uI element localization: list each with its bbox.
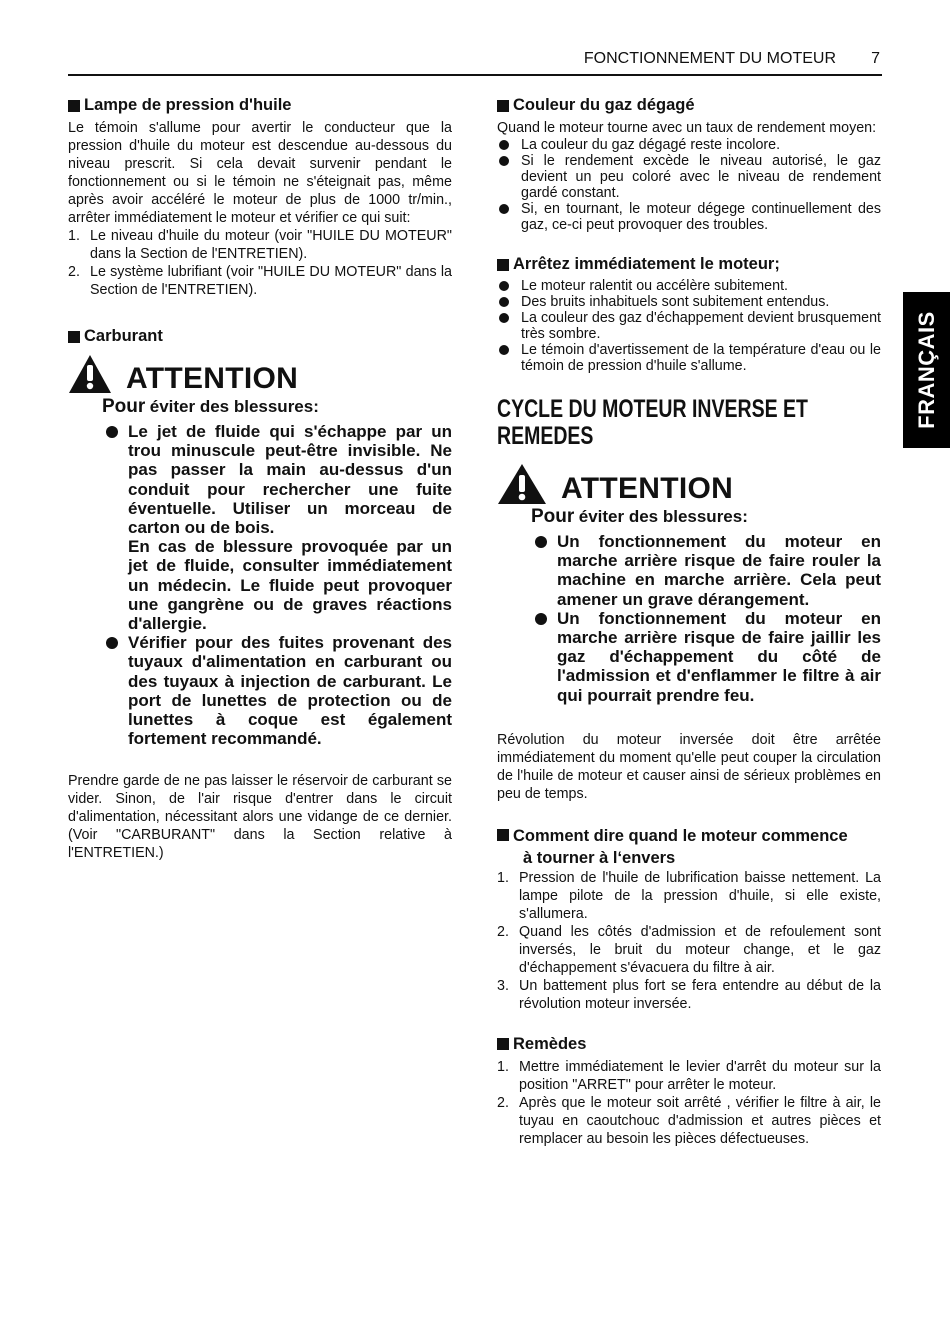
- language-tab-label: FRANÇAIS: [913, 311, 939, 429]
- attention-list: [531, 532, 881, 705]
- list-item: La couleur des gaz d'échappement devient brusquement très sombre.: [497, 310, 881, 342]
- list-item: Un fonctionnement du moteur en marche arrière risque de faire jaillir les gaz d'échappement du côté de l'admission et d'enflammer le filtre à air qui pourrait prendre feu.: [531, 609, 881, 705]
- square-bullet-icon: [497, 1038, 509, 1050]
- bullet-icon: [535, 536, 547, 548]
- couleur-list: [497, 137, 881, 233]
- bullet-icon: [499, 345, 509, 355]
- square-bullet-icon: [497, 829, 509, 841]
- list-item: Des bruits inhabituels sont subitement entendus.: [497, 294, 881, 310]
- warning-triangle-icon: [497, 463, 547, 505]
- lampe-body: Le témoin s'allume pour avertir le conducteur que la pression d'huile du moteur est descendue au-dessous du niveau prescrit. Si cela devait survenir pendant le fonctionnement ou si le témoin ne s'éteignait pas, même après avoir accéléré le moteur de plus de 1000 tr/min., arrêter immédiatement le moteur et vérifier ce qui suit:: [68, 120, 452, 226]
- attention-banner: [497, 462, 881, 506]
- attention-subtitle: Pour éviter des blessures:: [531, 506, 748, 527]
- bullet-icon: [499, 313, 509, 323]
- comment-list: [497, 869, 881, 1013]
- list-item: Le témoin d'avertissement de la température d'eau ou le témoin de pression d'huile s'allume.: [497, 342, 881, 374]
- list-item: Le moteur ralentit ou accélère subitement.: [497, 278, 881, 294]
- square-bullet-icon: [497, 100, 509, 112]
- section-heading-carburant: Carburant: [68, 327, 452, 346]
- section-heading-comment: Comment dire quand le moteur commence à tourner à l‘envers: [497, 825, 881, 869]
- header-title: FONCTIONNEMENT DU MOTEUR: [583, 50, 836, 67]
- lampe-list: [68, 227, 452, 299]
- square-bullet-icon: [68, 331, 80, 343]
- page-number: 7: [871, 50, 880, 67]
- list-item: 1. Mettre immédiatement le levier d'arrêt du moteur sur la position "ARRET" pour arrêter le moteur.: [497, 1058, 881, 1093]
- bullet-icon: [499, 297, 509, 307]
- language-tab: [903, 292, 950, 448]
- list-item: 2. Le système lubrifiant (voir "HUILE DU MOTEUR" dans la Section de l'ENTRETIEN).: [68, 264, 452, 298]
- square-bullet-icon: [68, 100, 80, 112]
- list-item: Vérifier pour des fuites provenant des tuyaux d'alimentation en carburant ou des tuyaux à injection de carburant. Le port de lunettes de protection ou de lunettes à coque est également fortement recommandé.: [102, 633, 452, 748]
- section-heading-remedes: Remèdes: [497, 1035, 881, 1054]
- bullet-icon: [499, 140, 509, 150]
- list-item: Un fonctionnement du moteur en marche arrière risque de faire rouler la machine en marche arrière. Cela peut amener un grave dérangement.: [531, 532, 881, 609]
- attention-list: [102, 422, 452, 748]
- attention-title: ATTENTION: [126, 362, 299, 395]
- section-heading-lampe: Lampe de pression d'huile: [68, 96, 452, 115]
- bullet-icon: [535, 613, 547, 625]
- warning-triangle-icon: [68, 354, 112, 394]
- list-item: 1. Le niveau d'huile du moteur (voir "HUILE DU MOTEUR" dans la Section de l'ENTRETIEN).: [68, 228, 452, 262]
- list-item: Si, en tournant, le moteur dégege continuellement des gaz, ce-ci peut provoquer des troubles.: [497, 201, 881, 233]
- cycle-title: CYCLE DU MOTEUR INVERSE ET REMEDES: [497, 395, 808, 450]
- list-item: 1. Pression de l'huile de lubrification baisse nettement. La lampe pilote de la pression d'huile, si elle existe, s'allumera.: [497, 869, 881, 922]
- list-item: La couleur du gaz dégagé reste incolore.: [497, 137, 881, 153]
- bullet-icon: [499, 204, 509, 214]
- bullet-icon: [499, 156, 509, 166]
- cycle-body: Révolution du moteur inversée doit être arrêtée immédiatement du moment qu'elle peut couper la circulation de l'huile de moteur et causer ainsi de sérieux problèmes en peu de temps.: [497, 731, 881, 802]
- right-column: [497, 96, 881, 1148]
- left-column: [68, 96, 452, 862]
- arretez-list: [497, 278, 881, 374]
- section-heading-arretez: Arrêtez immédiatement le moteur;: [497, 255, 881, 274]
- list-item: 3. Un battement plus fort se fera entendre au début de la révolution moteur inversée.: [497, 977, 881, 1012]
- carburant-body: Prendre garde de ne pas laisser le réservoir de carburant se vider. Sinon, de l'air risque d'entrer dans le circuit d'alimentation, nécessitant alors une vidange de ce dernier. (Voir "CARBURANT" dans la Section relative à l'ENTRETIEN.): [68, 773, 452, 862]
- bullet-icon: [499, 281, 509, 291]
- bullet-icon: [106, 426, 118, 438]
- remedes-list: [497, 1058, 881, 1148]
- attention-subtitle: Pour éviter des blessures:: [102, 396, 319, 417]
- list-item: 2. Quand les côtés d'admission et de refoulement sont inversés, le bruit du moteur change, et le gaz d'échappement s'évacuera du filtre à air.: [497, 923, 881, 976]
- square-bullet-icon: [497, 259, 509, 271]
- list-item: Si le rendement excède le niveau autorisé, le gaz devient un peu coloré avec le niveau de rendement gardé constant.: [497, 153, 881, 201]
- list-item: 2. Après que le moteur soit arrêté , vérifier le filtre à air, le tuyau en caoutchouc d'admission et autres pièces et remplacer au besoin les pièces défectueuses.: [497, 1094, 881, 1147]
- page-header: [68, 48, 882, 76]
- attention-title: ATTENTION: [561, 472, 734, 505]
- bullet-icon: [106, 637, 118, 649]
- couleur-intro: Quand le moteur tourne avec un taux de rendement moyen:: [497, 120, 877, 136]
- attention-banner: [68, 352, 452, 396]
- list-item: Le jet de fluide qui s'échappe par un trou minuscule peut-être invisible. Ne pas passer la main au-dessus d'un conduit pour rechercher une fuite éventuelle. Utiliser un morceau de carton ou de bois. En cas de blessure provoquée par un jet de fluide, consulter immédiatement un médecin. Le fluide peut provoquer une gangrène ou de graves réactions d'allergie.: [102, 422, 452, 633]
- section-heading-couleur: Couleur du gaz dégagé: [497, 96, 881, 115]
